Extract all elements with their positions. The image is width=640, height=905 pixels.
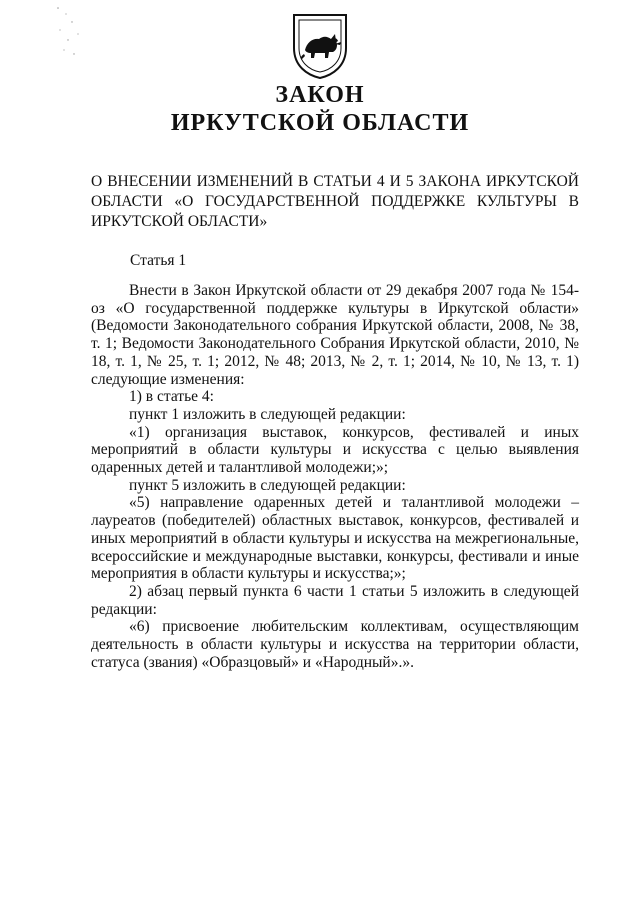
paragraph: «1) организация выставок, конкурсов, фестивалей и иных мероприятий в области культуры и искусства с целью выявления одаренных детей и талантливой молодежи;»; — [91, 423, 579, 477]
article-body — [91, 282, 579, 671]
coat-of-arms-icon — [291, 12, 349, 80]
law-subject: О ВНЕСЕНИИ ИЗМЕНЕНИЙ В СТАТЬИ 4 И 5 ЗАКОНА ИРКУТСКОЙ ОБЛАСТИ «О ГОСУДАРСТВЕННОЙ ПОДДЕРЖКЕ КУЛЬТУРЫ В ИРКУТСКОЙ ОБЛАСТИ» — [91, 173, 579, 230]
paragraph: пункт 5 изложить в следующей редакции: — [129, 476, 406, 494]
paragraph: 1) в статье 4: — [129, 388, 214, 406]
paragraph: 2) абзац первый пункта 6 части 1 статьи 5 изложить в следующей редакции: — [91, 582, 579, 618]
scan-artifact — [48, 0, 88, 60]
paragraph: «6) присвоение любительским коллективам, осуществляющим деятельность в области культуры и искусства на территории области, статуса (звания) «Образцовый» и «Народный».». — [91, 618, 579, 671]
article-heading: Статья 1 — [130, 252, 187, 269]
paragraph: Внести в Закон Иркутской области от 29 декабря 2007 года № 154-оз «О государственной поддержке культуры в Иркутской области» (Ведомости Законодательного собрания Иркутской области, 2008, № 38, т. 1; Ведомости Законодательного Собрания Иркутской области, 2010, № 18, т. 1, № 25, т. 1; 2012, № 48; 2013, № 2, т. 1; 2014, № 10, № 13, т. 1) следующие изменения: — [91, 282, 579, 388]
paragraph: «5) направление одаренных детей и талантливой молодежи – лауреатов (победителей) областных выставок, конкурсов, фестивалей и иных мероприятий в области культуры и искусства на межрегиональные, всероссийские и международные выставки, конкурсы, фестивали и иные мероприятия в области культуры и искусства;»; — [91, 494, 579, 583]
document-title: ЗАКОН — [275, 82, 365, 108]
document-issuer: ИРКУТСКОЙ ОБЛАСТИ — [170, 110, 470, 136]
paragraph: пункт 1 изложить в следующей редакции: — [129, 405, 406, 423]
